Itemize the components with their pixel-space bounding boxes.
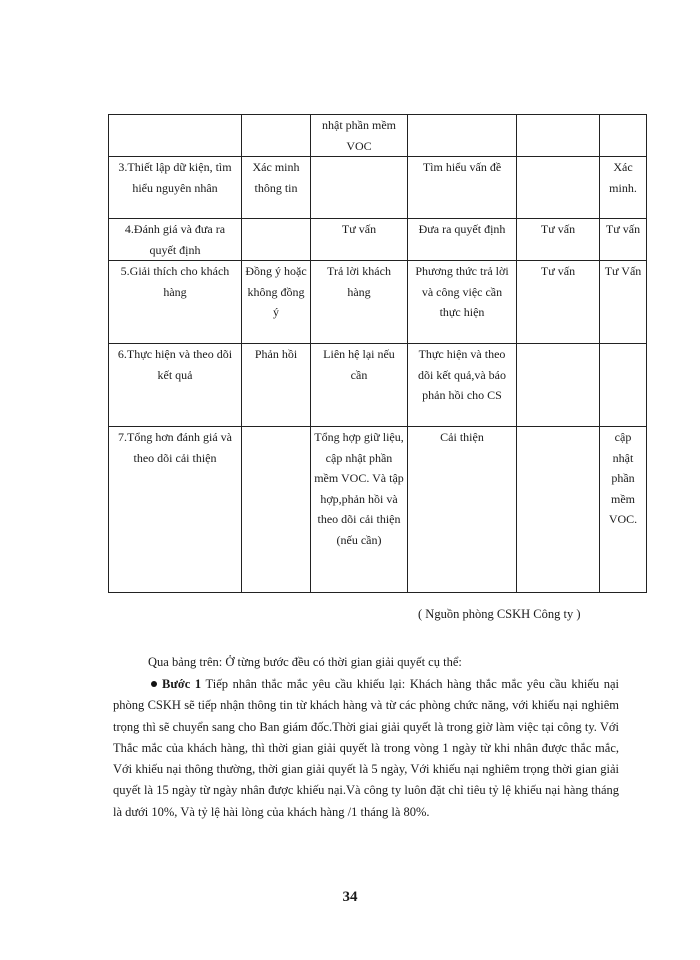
table-cell bbox=[242, 427, 311, 593]
table-cell: Đồng ý hoặc không đồng ý bbox=[242, 261, 311, 344]
table-row bbox=[109, 261, 647, 344]
table-cell: Phương thức trả lời và công việc cần thực hiện bbox=[408, 261, 517, 344]
table-cell: Tư vấn bbox=[311, 219, 408, 261]
table-cell: Tìm hiểu vấn đề bbox=[408, 157, 517, 219]
table-cell bbox=[517, 344, 600, 427]
step-1-paragraph bbox=[113, 674, 619, 823]
table-cell bbox=[517, 115, 600, 157]
table-cell bbox=[517, 157, 600, 219]
table-cell bbox=[600, 115, 647, 157]
table-row bbox=[109, 344, 647, 427]
table-cell: Tư vấn bbox=[517, 261, 600, 344]
table-cell: Thực hiện và theo dõi kết quả,và báo phản hồi cho CS bbox=[408, 344, 517, 427]
table-cell bbox=[242, 115, 311, 157]
table-cell bbox=[517, 427, 600, 593]
table-row bbox=[109, 157, 647, 219]
table-cell bbox=[311, 157, 408, 219]
table-row bbox=[109, 115, 647, 157]
voc-process-table bbox=[108, 114, 647, 593]
table-cell: cập nhật phần mềm VOC. bbox=[600, 427, 647, 593]
table-cell bbox=[109, 115, 242, 157]
table-cell bbox=[242, 219, 311, 261]
table-cell: Tư vấn bbox=[517, 219, 600, 261]
bullet-icon bbox=[151, 681, 157, 687]
table-cell: 4.Đánh giá và đưa ra quyết định bbox=[109, 219, 242, 261]
table-cell: Tư vấn bbox=[600, 219, 647, 261]
table-cell: Liên hệ lại nếu cần bbox=[311, 344, 408, 427]
table-row bbox=[109, 219, 647, 261]
table-cell: Xác minh. bbox=[600, 157, 647, 219]
table-cell bbox=[408, 115, 517, 157]
table-cell bbox=[600, 344, 647, 427]
step-label: Bước 1 bbox=[162, 677, 202, 691]
table-cell: Xác minh thông tin bbox=[242, 157, 311, 219]
table-row bbox=[109, 427, 647, 593]
table-cell: Tổng hợp giữ liệu, cập nhật phần mềm VOC. Và tập hợp,phản hồi và theo dõi cải thiện (nếu cần) bbox=[311, 427, 408, 593]
table-cell: nhật phần mềm VOC bbox=[311, 115, 408, 157]
table-cell: 5.Giải thích cho khách hàng bbox=[109, 261, 242, 344]
table-cell: 7.Tổng hơn đánh giá và theo dõi cải thiện bbox=[109, 427, 242, 593]
step-text: Tiếp nhân thắc mắc yêu cầu khiếu lại: Khách hàng thắc mắc yêu cầu khiếu nại phòng CSKH sẽ tiếp nhận thông tin từ khách hàng và từ các phòng chức năng, với khiếu nại nghiêm trọng thì sẽ chuyển sang cho Ban giám đốc.Thời giai giải quyết là trong giờ làm việc tại công ty. Với Thắc mắc của khách hàng, thì thời gian giải quyết là trong vòng 1 ngày từ khi nhân được thắc mắc, Với khiếu nại thông thường, thời gian giải quyết là 5 ngày, Với khiếu nại nghiêm trọng thời gian giải quyết là 15 ngày từ ngày nhân được khiếu nại.Và công ty luôn đặt chỉ tiêu tỷ lệ khiếu nại hàng tháng là dưới 10%, Và tỷ lệ hài lòng của khách hàng /1 tháng là 80%. bbox=[113, 677, 619, 819]
table-cell: Tư Vấn bbox=[600, 261, 647, 344]
table-cell: Đưa ra quyết định bbox=[408, 219, 517, 261]
table-source-note: ( Nguồn phòng CSKH Công ty ) bbox=[418, 607, 581, 621]
table-cell: Phản hồi bbox=[242, 344, 311, 427]
intro-paragraph: Qua bảng trên: Ở từng bước đều có thời gian giải quyết cụ thể: bbox=[148, 655, 462, 669]
table-cell: Trả lời khách hàng bbox=[311, 261, 408, 344]
page-number: 34 bbox=[342, 889, 358, 905]
table-cell: 6.Thực hiện và theo dõi kết quả bbox=[109, 344, 242, 427]
table-cell: Cải thiện bbox=[408, 427, 517, 593]
table-cell: 3.Thiết lập dữ kiện, tìm hiểu nguyên nhân bbox=[109, 157, 242, 219]
